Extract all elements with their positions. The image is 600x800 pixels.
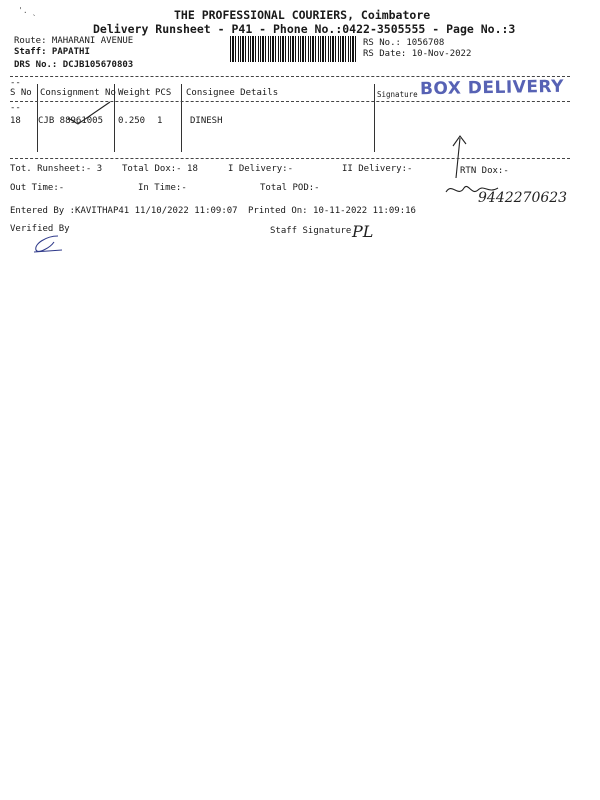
column-header-consignee: Consignee Details <box>186 88 279 98</box>
table-marker: -- <box>10 78 21 88</box>
scan-speck: '. <box>18 6 28 15</box>
out-time: Out Time:- <box>10 183 65 193</box>
printed-on: Printed On: 10-11-2022 11:09:16 <box>248 206 416 216</box>
company-title: THE PROFESSIONAL COURIERS, Coimbatore <box>174 8 431 22</box>
i-delivery: I Delivery:- <box>228 164 294 174</box>
column-header-consignment: Consignment No <box>40 88 116 98</box>
column-header-sno: S No <box>10 88 32 98</box>
total-pod: Total POD:- <box>260 183 320 193</box>
table-top-rule <box>10 76 570 77</box>
column-header-signature: Signature <box>377 90 418 99</box>
ii-delivery: II Delivery:- <box>342 164 413 174</box>
verified-by-signature <box>28 232 66 256</box>
row-pcs: 1 <box>157 116 163 126</box>
staff-signature-initials: PL <box>352 222 374 241</box>
row-weight: 0.250 <box>118 116 146 126</box>
box-delivery-stamp: BOX DELIVERY <box>419 76 565 100</box>
route-label: Route: MAHARANI AVENUE <box>14 36 134 46</box>
column-header-pcs: PCS <box>155 88 172 98</box>
column-divider <box>181 84 182 152</box>
handwritten-phone-number: 9442270623 <box>478 190 568 206</box>
column-header-weight: Weight <box>118 88 151 98</box>
rtn-dox: RTN Dox:- <box>460 166 509 176</box>
entered-by: Entered By :KAVITHAP41 11/10/2022 11:09:07 <box>10 206 238 216</box>
row-sno: 18 <box>10 116 21 126</box>
row-consignee: DINESH <box>190 116 223 126</box>
drs-number: DRS No.: DCJB105670803 <box>14 60 134 70</box>
runsheet-title: Delivery Runsheet - P41 - Phone No.:0422-3505555 - Page No.:3 <box>93 22 516 36</box>
row-consignment-no: CJB 88961005 <box>38 116 104 126</box>
table-marker: -- <box>10 103 21 113</box>
barcode-image <box>230 36 358 62</box>
scan-speck: ` <box>32 14 37 23</box>
in-time: In Time:- <box>138 183 187 193</box>
column-divider <box>374 84 375 152</box>
total-runsheet: Tot. Runsheet:- 3 <box>10 164 103 174</box>
table-bottom-rule <box>10 158 570 159</box>
total-dox: Total Dox:- 18 <box>122 164 198 174</box>
verified-by-label: Verified By <box>10 224 70 234</box>
staff-signature-label: Staff Signature <box>270 226 352 236</box>
check-mark-drawing <box>66 100 114 126</box>
staff-label: Staff: PAPATHI <box>14 47 90 57</box>
rs-number: RS No.: 1056708 <box>363 38 445 48</box>
rs-date: RS Date: 10-Nov-2022 <box>363 49 472 59</box>
